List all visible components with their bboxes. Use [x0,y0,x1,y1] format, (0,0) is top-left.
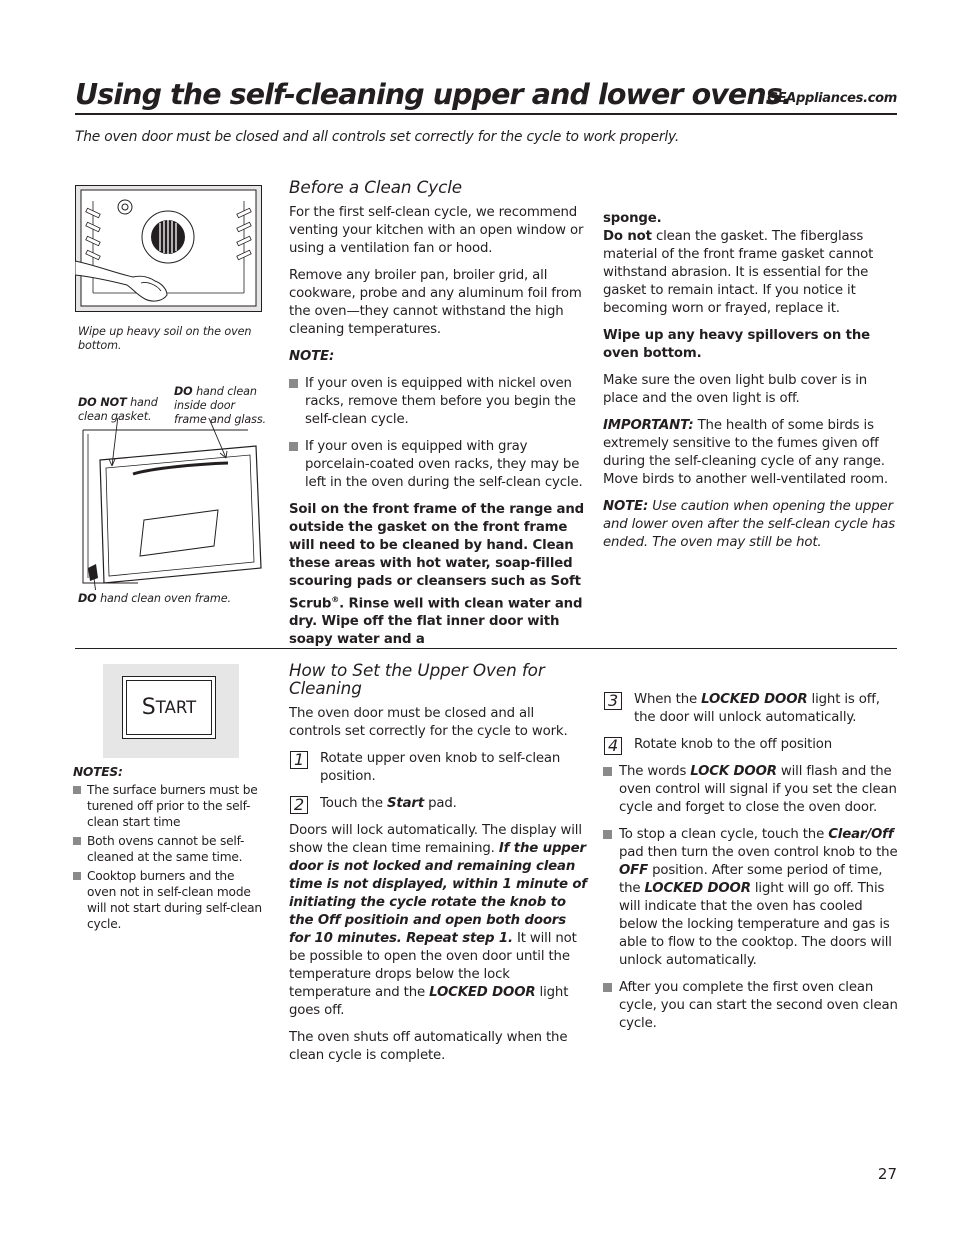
before-clean-column-1 [289,178,587,658]
start-notes [73,764,263,935]
bullet-icon [603,830,612,839]
list-item: The words LOCK DOOR will flash and the oven control will signal if you set the clean cycle and forget to close the oven door. [603,763,901,817]
frame-cleaning-paragraph: Soil on the front frame of the range and outside the gasket on the front frame will need to be cleaned by hand. Clean these areas with hot water, soap-filled scouring pads or cleansers such as Soft Scrub®. Rinse well with clean water and dry. Wipe off the flat inner door with soapy water and a [289,502,585,648]
notes-label: NOTES: [73,765,123,779]
important-paragraph: IMPORTANT: The health of some birds is extremely sensitive to the fumes given off during the self-cleaning cycle of any range. Move birds to another well-ventilated room. [603,418,888,487]
bullet-icon [73,872,81,880]
oven-interior-illustration [75,185,262,312]
list-item: If your oven is equipped with nickel oven racks, remove them before you begin the self-clean cycle. [289,375,587,429]
start-button[interactable]: S TART [122,676,216,739]
howto-heading: How to Set the Upper Oven for Cleaning [289,660,545,698]
bullet-icon [73,837,81,845]
vent-paragraph: For the first self-clean cycle, we recommend venting your kitchen with an open window or using a ventilation fan or hood. [289,205,584,256]
howto-intro: The oven door must be closed and all controls set correctly for the cycle to work. [289,706,568,739]
bullet-icon [603,983,612,992]
bullet-icon [289,379,298,388]
page-subtitle: The oven door must be closed and all controls set correctly for the cycle to work properly. [75,129,680,145]
sponge-text: sponge. [603,211,662,226]
step-4: 4 Rotate knob to the off position [603,736,901,754]
list-item: Cooktop burners and the oven not in self-clean mode will not start during self-clean cycle. [73,868,263,932]
step-1: 1 Rotate upper oven knob to self-clean position. [289,750,587,786]
bullet-icon [289,442,298,451]
caution-note: NOTE: Use caution when opening the upper and lower oven after the self-clean cycle has ended. The oven may still be hot. [603,499,896,550]
step-number: 4 [604,737,622,755]
site-url[interactable]: GEAppliances.com [767,91,897,106]
light-paragraph: Make sure the oven light bulb cover is in place and the oven light is off. [603,373,868,406]
list-item: After you complete the first oven clean cycle, you can start the second oven clean cycle. [603,979,901,1033]
oven-door-illustration [78,418,264,590]
gasket-paragraph: Do not clean the gasket. The fiberglass material of the front frame gasket cannot withstand abrasion. It is essential for the gasket to remain intact. If you notice it becoming worn or frayed, replace it. [603,229,874,316]
before-clean-column-2 [603,210,901,561]
howto-column-1 [289,661,587,1074]
page-number: 27 [877,1165,897,1183]
step-number: 1 [290,751,308,769]
bullet-icon [603,767,612,776]
bullet-icon [73,786,81,794]
header-rule [75,113,897,115]
oven-bottom-caption: Wipe up heavy soil on the oven bottom. [78,325,252,352]
before-clean-heading: Before a Clean Cycle [289,177,463,197]
page-title: Using the self-cleaning upper and lower ovens. [75,78,792,111]
start-pad-illustration [103,664,239,758]
oven-frame-caption: DO hand clean oven frame. [78,592,231,605]
remove-paragraph: Remove any broiler pan, broiler grid, all cookware, probe and any aluminum foil from the oven—they cannot withstand the high cleaning temperatures. [289,268,582,337]
door-frame-caption: DO hand clean inside door frame and glass. [174,385,267,426]
step-number: 2 [290,796,308,814]
note-label: NOTE: [289,349,335,364]
list-item: To stop a clean cycle, touch the Clear/Off pad then turn the oven control knob to the OFF position. After some period of time, the LOCKED DOOR light will go off. This will indicate that the oven has cooled below the locking temperature and gas is able to flow to the cooktop. The doors will unlock automatically. [603,826,901,970]
list-item: If your oven is equipped with gray porcelain-coated oven racks, they may be left in the oven during the self-clean cycle. [289,438,587,492]
spillover-paragraph: Wipe up any heavy spillovers on the oven bottom. [603,328,871,361]
step-2: 2 Touch the Start pad. [289,795,587,813]
howto-column-2 [603,691,901,1042]
step-3: 3 When the LOCKED DOOR light is off, the door will unlock automatically. [603,691,901,727]
shutoff-paragraph: The oven shuts off automatically when the clean cycle is complete. [289,1030,568,1063]
list-item: The surface burners must be turened off prior to the self-clean start time [73,782,263,830]
doors-lock-paragraph: Doors will lock automatically. The display will show the clean time remaining. If the upper door is not locked and remaining clean time is not displayed, within 1 minute of initiating the cycle rotate the knob to the Off positioin and open both doors for 10 minutes. Repeat step 1. It will not be possible to open the oven door until the temperature drops below the lock temperature and the LOCKED DOOR light goes off. [289,823,587,1018]
list-item: Both ovens cannot be self-cleaned at the same time. [73,833,263,865]
section-divider [75,648,897,649]
step-number: 3 [604,692,622,710]
gasket-caption: DO NOT hand clean gasket. [78,396,158,423]
